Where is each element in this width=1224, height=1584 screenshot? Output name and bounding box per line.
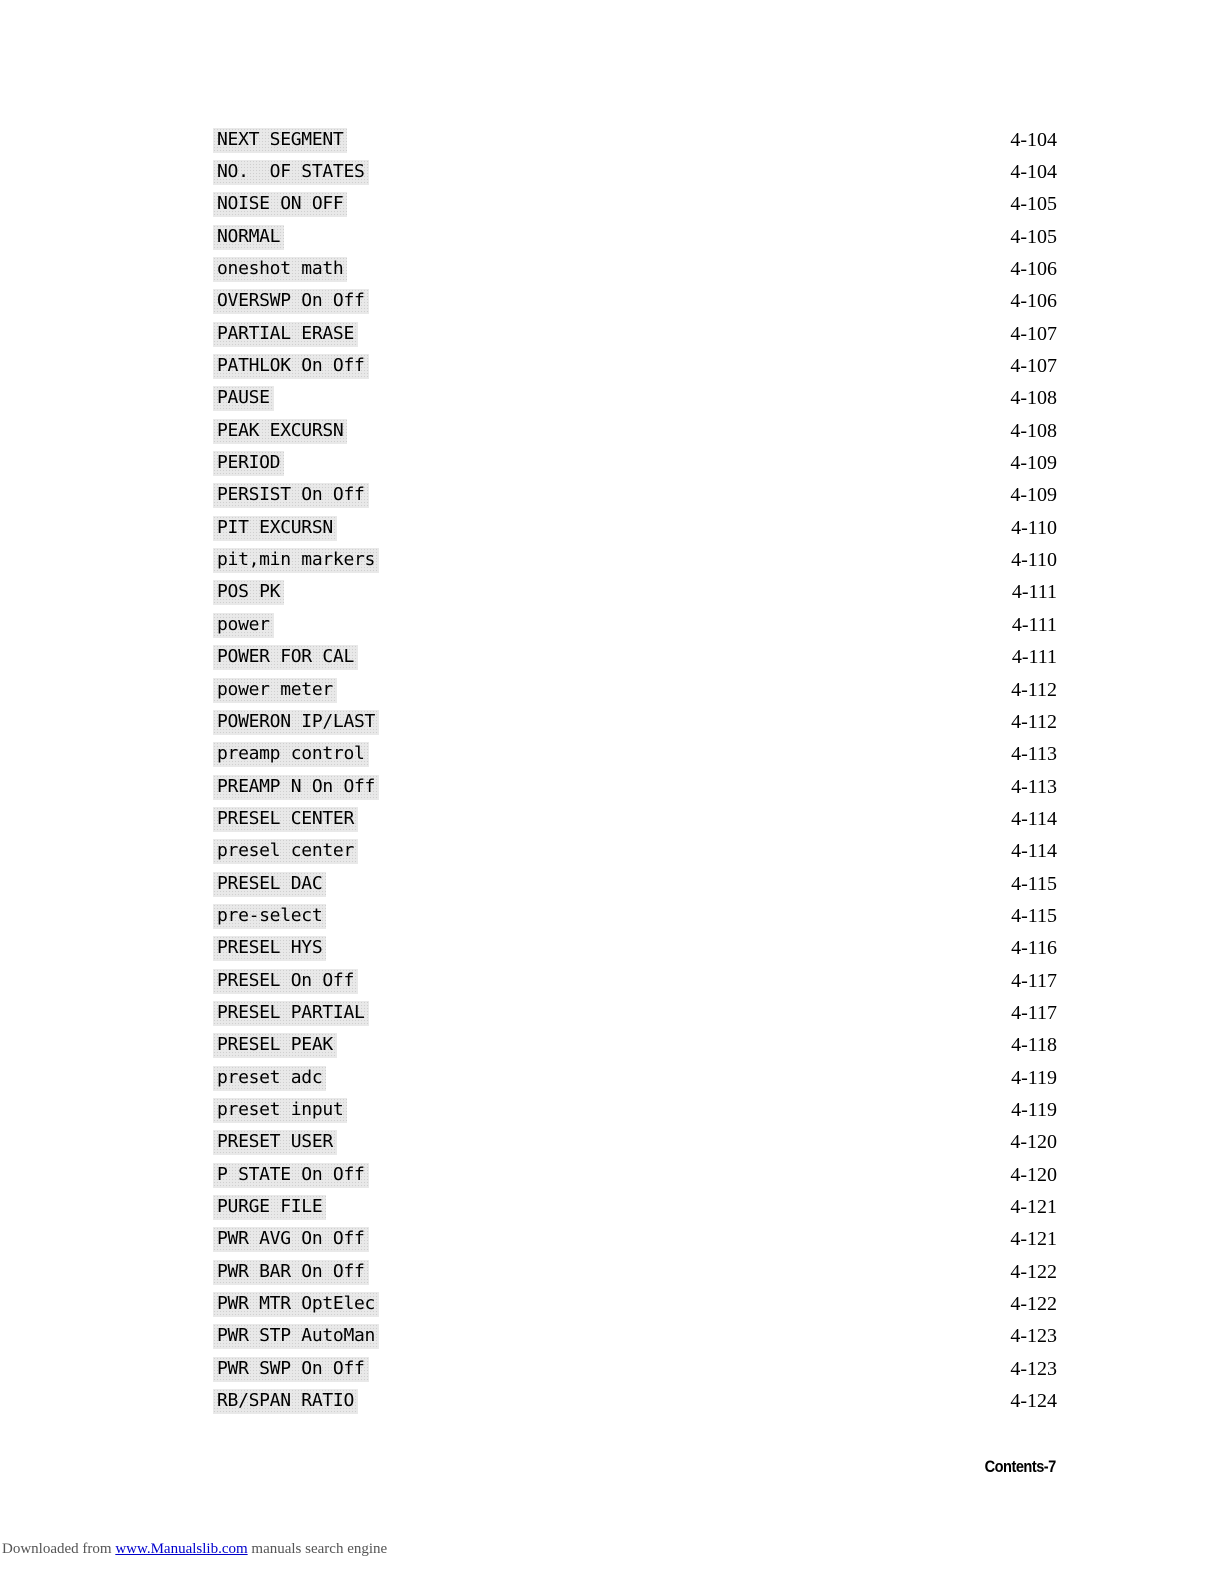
toc-entry[interactable]	[213, 383, 1057, 415]
table-of-contents	[213, 124, 1057, 1418]
toc-entry[interactable]	[213, 1353, 1057, 1385]
softkey-label: PRESEL DAC	[213, 872, 326, 897]
toc-entry[interactable]	[213, 189, 1057, 221]
dot-leader	[355, 420, 979, 442]
softkey-label: PAUSE	[213, 386, 274, 411]
softkey-label: PATHLOK On Off	[213, 354, 369, 379]
download-note-suffix: manuals search engine	[247, 1541, 388, 1557]
page-number: 4-104	[1010, 128, 1057, 151]
softkey-label: NOISE ON OFF	[213, 192, 347, 217]
softkey-label: OVERSWP On Off	[213, 289, 369, 314]
dot-leader	[377, 291, 979, 313]
toc-entry[interactable]	[213, 900, 1057, 932]
page-number: 4-106	[1010, 290, 1057, 313]
dot-leader	[366, 1391, 979, 1413]
page-number: 4-110	[1011, 549, 1057, 572]
dot-leader	[334, 938, 979, 960]
softkey-label: presel center	[213, 839, 358, 864]
dot-leader	[387, 776, 979, 798]
page-number: 4-117	[1011, 969, 1057, 992]
page-number: 4-108	[1010, 419, 1057, 442]
softkey-label: NORMAL	[213, 225, 284, 250]
page-footer-label: Contents-7	[984, 1457, 1056, 1476]
toc-entry[interactable]	[213, 706, 1057, 738]
toc-entry[interactable]	[213, 836, 1057, 868]
page-number: 4-105	[1010, 225, 1057, 248]
dot-leader	[355, 129, 979, 151]
page-number: 4-122	[1010, 1260, 1057, 1283]
toc-entry[interactable]	[213, 803, 1057, 835]
softkey-label: POWER FOR CAL	[213, 645, 358, 670]
toc-entry[interactable]	[213, 1094, 1057, 1126]
softkey-label: PRESEL PARTIAL	[213, 1001, 369, 1026]
softkey-label: PEAK EXCURSN	[213, 419, 347, 444]
softkey-label: PREAMP N On Off	[213, 775, 379, 800]
dot-leader	[366, 970, 979, 992]
toc-entry[interactable]	[213, 933, 1057, 965]
softkey-label: PERIOD	[213, 451, 284, 476]
toc-entry[interactable]	[213, 771, 1057, 803]
dot-leader	[377, 744, 979, 766]
toc-entry[interactable]	[213, 1224, 1057, 1256]
page-number: 4-111	[1011, 581, 1057, 604]
download-note-prefix: Downloaded from	[2, 1541, 116, 1557]
softkey-label: PWR MTR OptElec	[213, 1292, 379, 1317]
softkey-label: POS PK	[213, 580, 284, 605]
dot-leader	[334, 1197, 979, 1219]
page-number: 4-109	[1010, 452, 1057, 475]
toc-entry[interactable]	[213, 286, 1057, 318]
softkey-label: PARTIAL ERASE	[213, 322, 358, 347]
dot-leader	[355, 194, 979, 216]
page-number: 4-114	[1011, 840, 1057, 863]
dot-leader	[334, 1067, 979, 1089]
page-number: 4-118	[1011, 1034, 1057, 1057]
toc-entry[interactable]	[213, 1062, 1057, 1094]
dot-leader	[282, 388, 979, 410]
softkey-label: PWR AVG On Off	[213, 1227, 369, 1252]
toc-entry[interactable]	[213, 674, 1057, 706]
softkey-label: P STATE On Off	[213, 1163, 369, 1188]
toc-entry[interactable]	[213, 1159, 1057, 1191]
page-number: 4-106	[1010, 258, 1057, 281]
toc-entry[interactable]	[213, 1191, 1057, 1223]
dot-leader	[366, 323, 979, 345]
softkey-label: preamp control	[213, 742, 369, 767]
dot-leader	[355, 259, 979, 281]
page-number: 4-110	[1011, 516, 1057, 539]
softkey-label: oneshot math	[213, 257, 347, 282]
page-number: 4-108	[1010, 387, 1057, 410]
softkey-label: PRESET USER	[213, 1130, 337, 1155]
page-number: 4-112	[1011, 678, 1057, 701]
toc-entry[interactable]	[213, 544, 1057, 576]
dot-leader	[377, 485, 979, 507]
toc-entry[interactable]	[213, 447, 1057, 479]
dot-leader	[345, 517, 979, 539]
page-number: 4-115	[1011, 872, 1057, 895]
toc-entry[interactable]	[213, 1030, 1057, 1062]
softkey-label: PRESEL On Off	[213, 969, 358, 994]
toc-entry[interactable]	[213, 1256, 1057, 1288]
softkey-label: pre-select	[213, 904, 326, 929]
dot-leader	[387, 1294, 979, 1316]
softkey-label: PRESEL HYS	[213, 936, 326, 961]
page-number: 4-112	[1011, 710, 1057, 733]
page-number: 4-123	[1010, 1325, 1057, 1348]
page-number: 4-114	[1011, 807, 1057, 830]
dot-leader	[355, 1099, 979, 1121]
page-number: 4-105	[1010, 193, 1057, 216]
softkey-label: preset adc	[213, 1066, 326, 1091]
softkey-label: preset input	[213, 1098, 347, 1123]
toc-entry[interactable]	[213, 124, 1057, 156]
page-number: 4-124	[1010, 1390, 1057, 1413]
page-number: 4-107	[1010, 355, 1057, 378]
softkey-label: power	[213, 613, 274, 638]
softkey-label: PWR BAR On Off	[213, 1260, 369, 1285]
dot-leader	[377, 1358, 979, 1380]
dot-leader	[345, 1132, 979, 1154]
page-number: 4-116	[1011, 937, 1057, 960]
dot-leader	[345, 1035, 979, 1057]
dot-leader	[334, 873, 979, 895]
page-number: 4-120	[1010, 1163, 1057, 1186]
softkey-label: PWR STP AutoMan	[213, 1324, 379, 1349]
softkey-label: POWERON IP/LAST	[213, 710, 379, 735]
toc-entry[interactable]	[213, 609, 1057, 641]
softkey-label: power meter	[213, 678, 337, 703]
softkey-label: PRESEL PEAK	[213, 1033, 337, 1058]
toc-entry[interactable]	[213, 318, 1057, 350]
dot-leader	[366, 841, 979, 863]
softkey-label: PERSIST On Off	[213, 483, 369, 508]
toc-entry[interactable]	[213, 480, 1057, 512]
page-number: 4-107	[1010, 322, 1057, 345]
dot-leader	[292, 453, 979, 475]
softkey-label: PRESEL CENTER	[213, 807, 358, 832]
dot-leader	[282, 614, 979, 636]
softkey-label: pit,min markers	[213, 548, 379, 573]
page-number: 4-122	[1010, 1293, 1057, 1316]
toc-entry[interactable]	[213, 868, 1057, 900]
toc-entry[interactable]	[213, 221, 1057, 253]
dot-leader	[377, 1261, 979, 1283]
dot-leader	[377, 162, 979, 184]
dot-leader	[366, 808, 979, 830]
dot-leader	[377, 1229, 979, 1251]
toc-entry[interactable]	[213, 965, 1057, 997]
toc-entry[interactable]	[213, 1321, 1057, 1353]
page-number: 4-115	[1011, 904, 1057, 927]
softkey-label: PIT EXCURSN	[213, 516, 337, 541]
dot-leader	[377, 1002, 979, 1024]
manualslib-link[interactable]: www.Manualslib.com	[115, 1541, 248, 1557]
dot-leader	[334, 905, 979, 927]
dot-leader	[292, 582, 979, 604]
softkey-label: RB/SPAN RATIO	[213, 1389, 358, 1414]
page-number: 4-119	[1011, 1066, 1057, 1089]
dot-leader	[377, 356, 979, 378]
page-number: 4-120	[1010, 1131, 1057, 1154]
dot-leader	[387, 711, 979, 733]
page-number: 4-119	[1011, 1098, 1057, 1121]
page-number: 4-104	[1010, 161, 1057, 184]
dot-leader	[366, 647, 979, 669]
page-number: 4-111	[1011, 613, 1057, 636]
page-number: 4-121	[1010, 1196, 1057, 1219]
toc-entry[interactable]	[213, 350, 1057, 382]
page-number: 4-117	[1011, 1001, 1057, 1024]
page-number: 4-111	[1011, 646, 1057, 669]
toc-entry[interactable]	[213, 642, 1057, 674]
toc-entry[interactable]	[213, 1288, 1057, 1320]
toc-entry[interactable]	[213, 512, 1057, 544]
dot-leader	[345, 679, 979, 701]
dot-leader	[387, 550, 979, 572]
page-number: 4-123	[1010, 1357, 1057, 1380]
toc-entry[interactable]	[213, 997, 1057, 1029]
dot-leader	[377, 1164, 979, 1186]
toc-entry[interactable]	[213, 739, 1057, 771]
toc-entry[interactable]	[213, 577, 1057, 609]
page-number: 4-113	[1011, 775, 1057, 798]
softkey-label: PWR SWP On Off	[213, 1357, 369, 1382]
dot-leader	[292, 226, 979, 248]
toc-entry[interactable]	[213, 1385, 1057, 1417]
toc-entry[interactable]	[213, 415, 1057, 447]
toc-entry[interactable]	[213, 1127, 1057, 1159]
download-note	[2, 1541, 387, 1558]
page-number: 4-109	[1010, 484, 1057, 507]
toc-entry[interactable]	[213, 253, 1057, 285]
softkey-label: NEXT SEGMENT	[213, 128, 347, 153]
toc-entry[interactable]	[213, 156, 1057, 188]
dot-leader	[387, 1326, 979, 1348]
page-number: 4-113	[1011, 743, 1057, 766]
page-number: 4-121	[1010, 1228, 1057, 1251]
toc-entry-list	[213, 124, 1057, 1418]
softkey-label: PURGE FILE	[213, 1195, 326, 1220]
softkey-label: NO. OF STATES	[213, 160, 369, 185]
